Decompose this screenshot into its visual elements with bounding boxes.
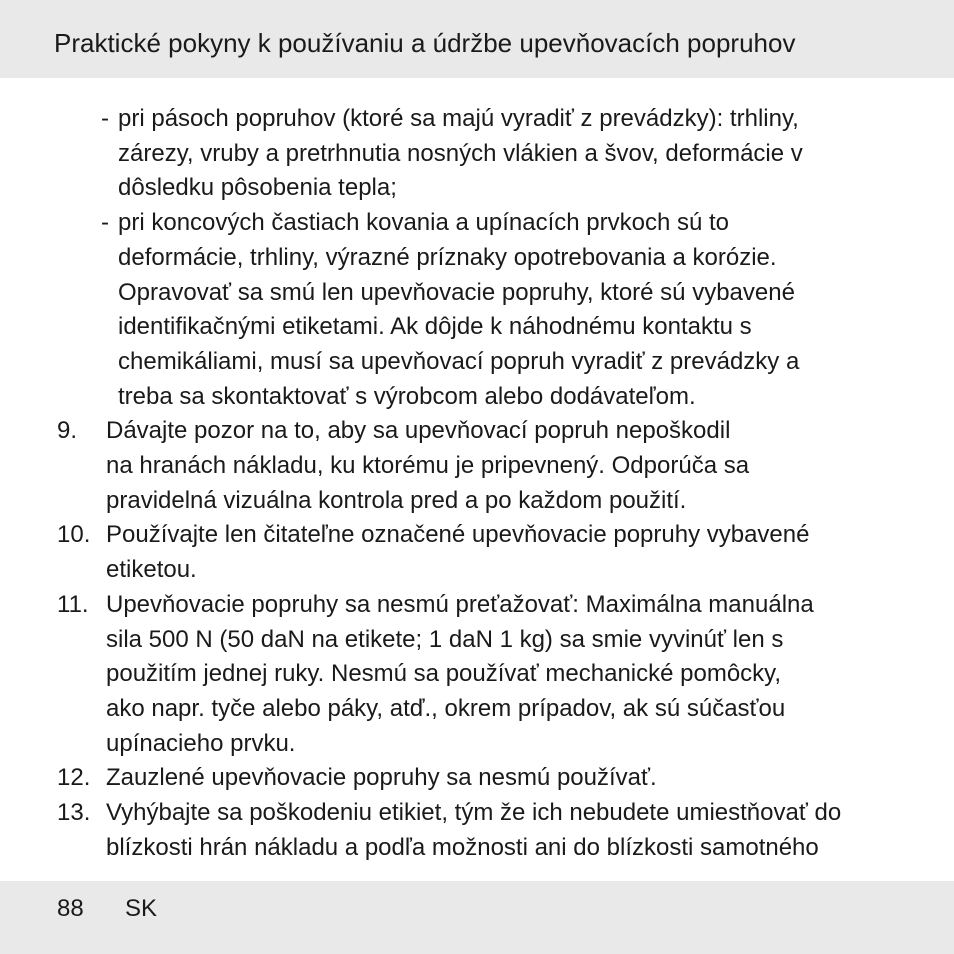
item-number: 10. <box>57 521 91 548</box>
item-text-line: ako napr. tyče alebo páky, atď., okrem prípadov, ak sú súčasťou <box>106 695 786 722</box>
item-number: 9. <box>57 417 78 444</box>
item-text-line: Zauzlené upevňovacie popruhy sa nesmú používať. <box>106 764 657 791</box>
item-number: 13. <box>57 799 91 826</box>
item-text-line: etiketou. <box>106 556 197 583</box>
item-text-line: Vyhýbajte sa poškodeniu etikiet, tým že ich nebudete umiestňovať do <box>106 799 842 826</box>
bullet-marker: - <box>101 105 109 132</box>
item-text-line: upínacieho prvku. <box>106 730 296 757</box>
item-text-line: Upevňovacie popruhy sa nesmú preťažovať: Maximálna manuálna <box>106 591 814 618</box>
item-text-line: Používajte len čitateľne označené upevňovacie popruhy vybavené <box>106 521 810 548</box>
item-text-line: blízkosti hrán nákladu a podľa možnosti ani do blízkosti samotného <box>106 834 819 861</box>
item-text-line: sila 500 N (50 daN na etikete; 1 daN 1 kg) sa smie vyvinúť len s <box>106 626 784 653</box>
item-text-line: Dávajte pozor na to, aby sa upevňovací popruh nepoškodil <box>106 417 731 444</box>
bullet-text-line: pri koncových častiach kovania a upínacích prvkoch sú to <box>118 209 729 236</box>
bullet-text-line: pri pásoch popruhov (ktoré sa majú vyradiť z prevádzky): trhliny, <box>118 105 799 132</box>
item-text-line: pravidelná vizuálna kontrola pred a po každom použití. <box>106 487 687 514</box>
bullet-text-line: dôsledku pôsobenia tepla; <box>118 174 397 201</box>
bullet-text-line: deformácie, trhliny, výrazné príznaky opotrebovania a korózie. <box>118 244 777 271</box>
item-text-line: na hranách nákladu, ku ktorému je pripevnený. Odporúča sa <box>106 452 750 479</box>
page-number: 88 <box>57 895 84 922</box>
bullet-marker: - <box>101 209 109 236</box>
item-number: 11. <box>57 591 89 618</box>
bullet-text-line: identifikačnými etiketami. Ak dôjde k náhodnému kontaktu s <box>118 313 752 340</box>
item-number: 12. <box>57 764 91 791</box>
page-title: Praktické pokyny k používaniu a údržbe upevňovacích popruhov <box>54 28 796 58</box>
item-text-line: použitím jednej ruky. Nesmú sa používať mechanické pomôcky, <box>106 660 782 687</box>
bullet-text-line: chemikáliami, musí sa upevňovací popruh vyradiť z prevádzky a <box>118 348 800 375</box>
language-code: SK <box>125 895 158 922</box>
bullet-text-line: treba sa skontaktovať s výrobcom alebo dodávateľom. <box>118 383 696 410</box>
bullet-text-line: zárezy, vruby a pretrhnutia nosných vlákien a švov, deformácie v <box>118 140 803 167</box>
bullet-text-line: Opravovať sa smú len upevňovacie popruhy, ktoré sú vybavené <box>118 279 795 306</box>
